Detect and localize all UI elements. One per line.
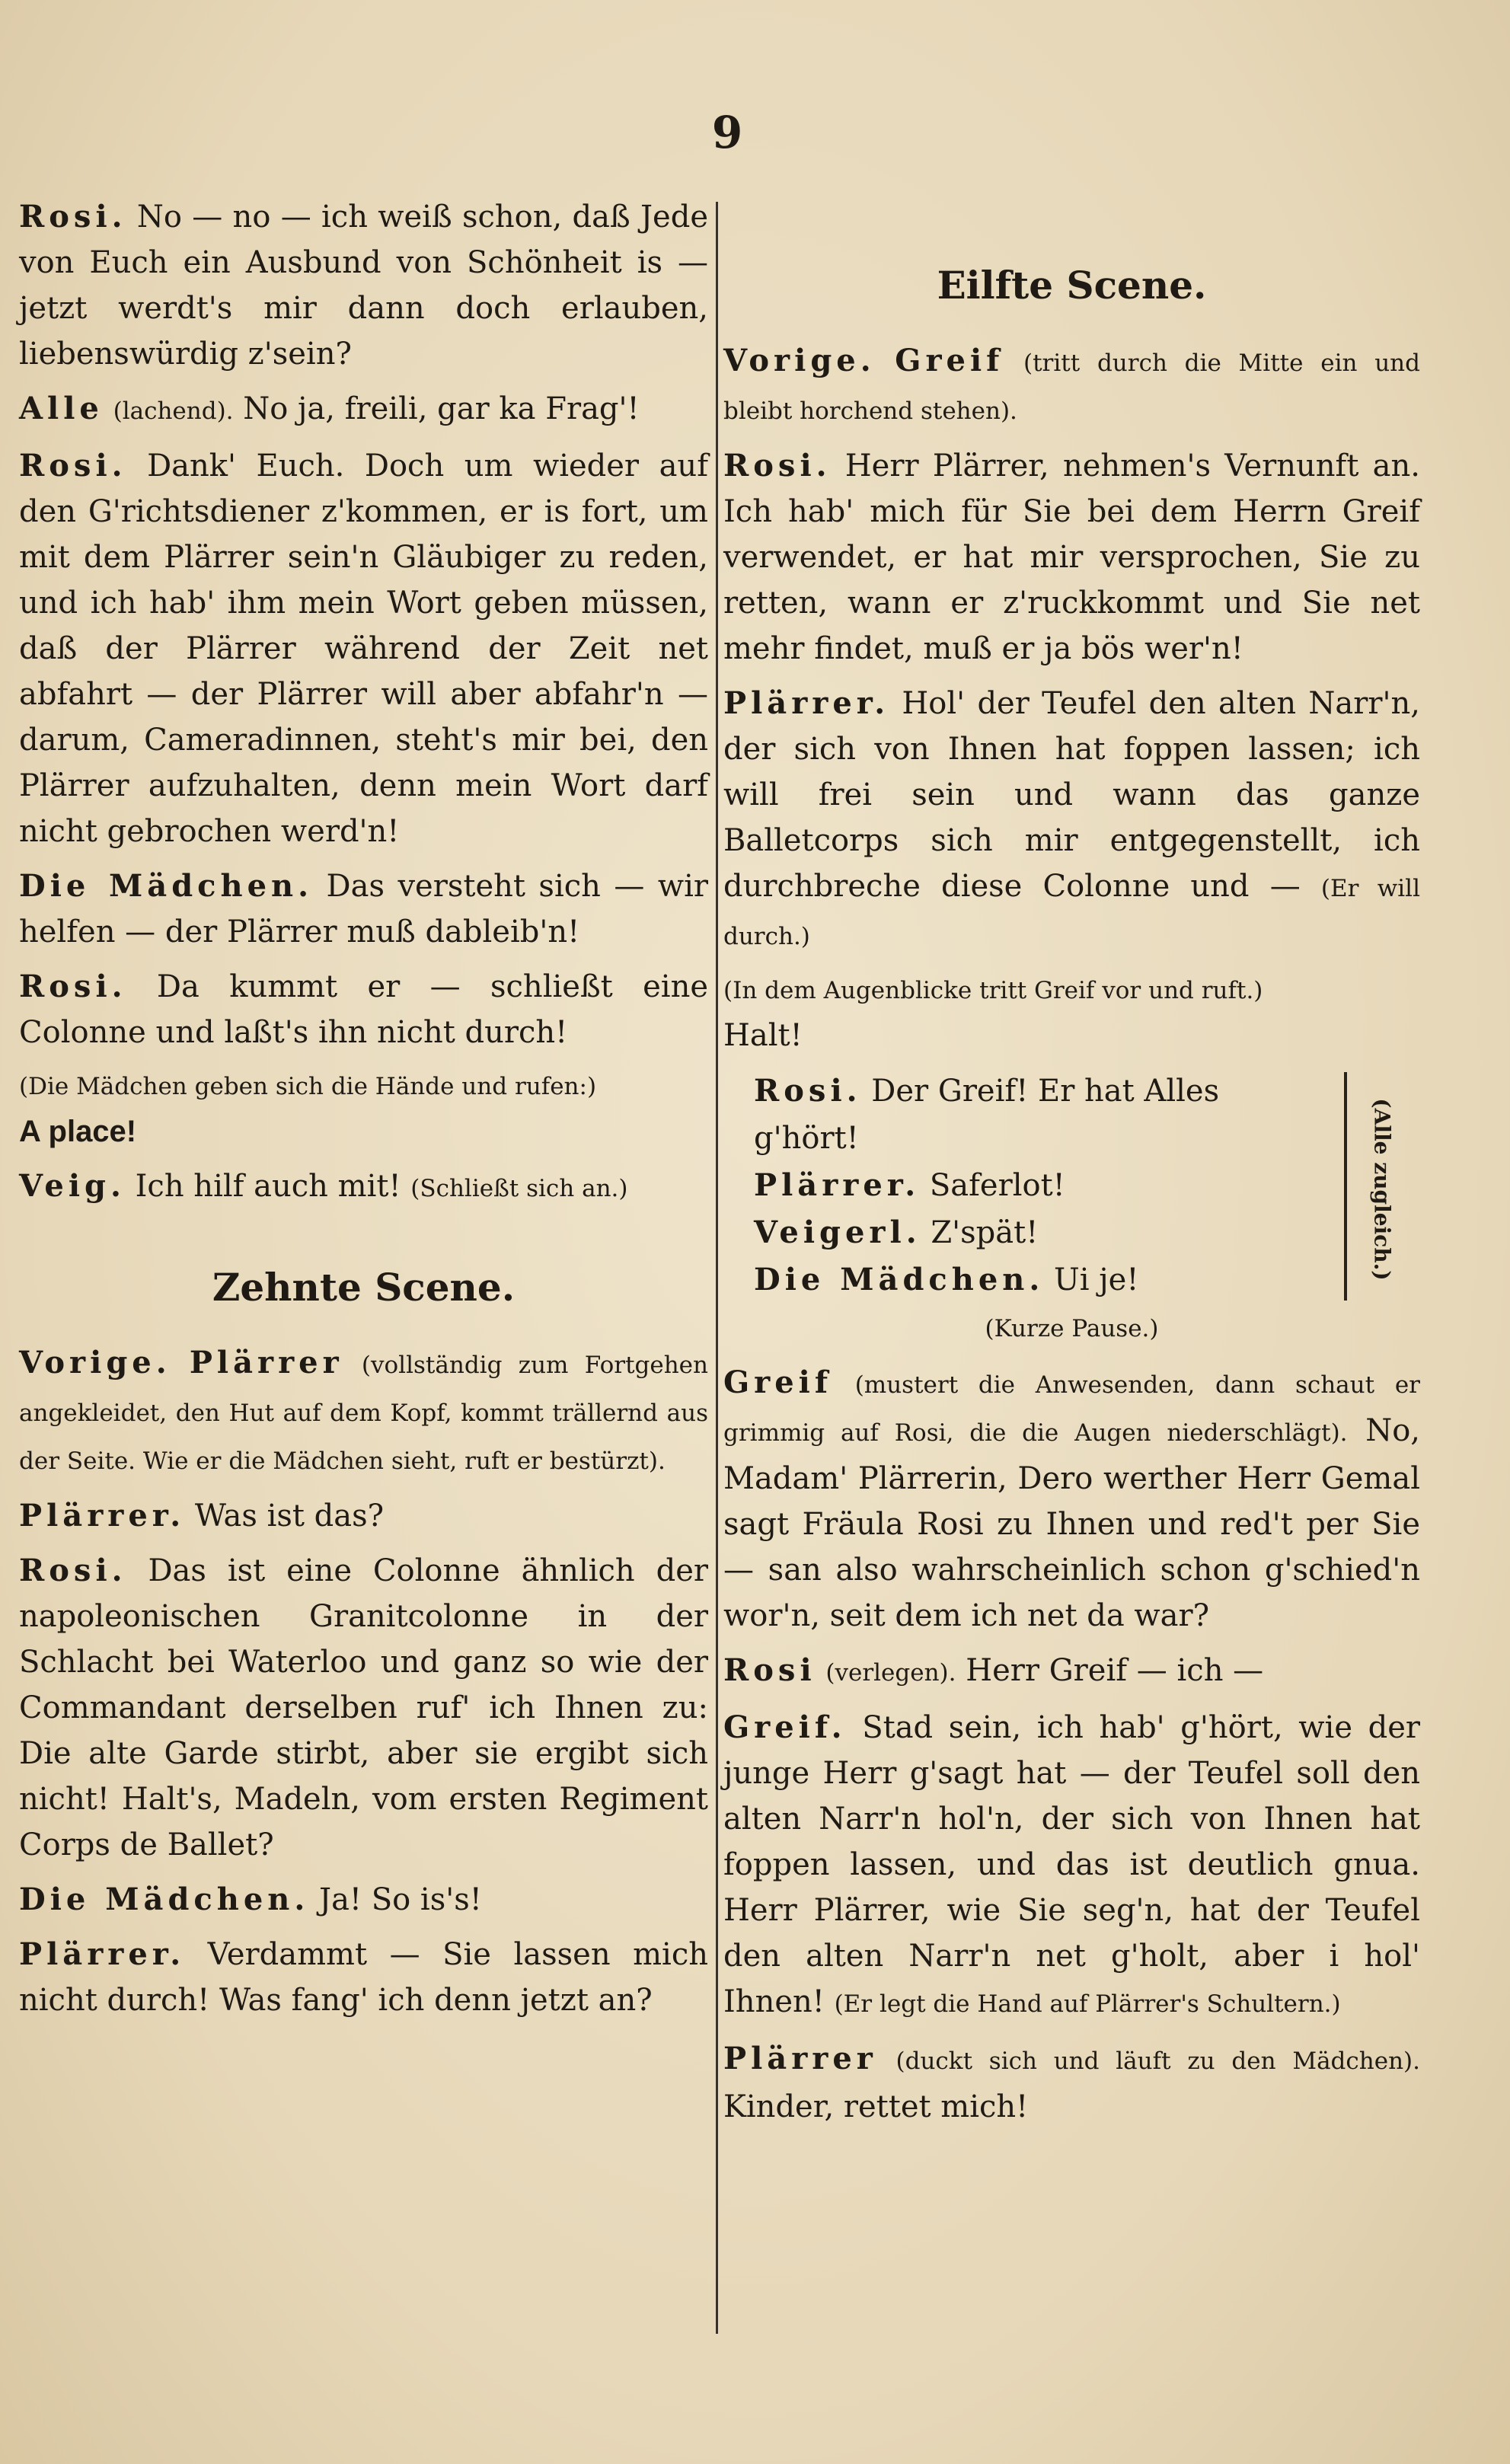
ensemble-brace xyxy=(1344,1072,1352,1301)
dialogue-greif xyxy=(723,1360,1420,1639)
stage-direction: (In dem Augenblicke tritt Greif vor und ruft.) xyxy=(723,977,1263,1004)
scene-intro xyxy=(723,338,1420,434)
dialogue-text: Ja! So is's! xyxy=(319,1882,482,1917)
speaker-name: Rosi. xyxy=(19,969,127,1004)
speaker-name: Rosi. xyxy=(19,1553,127,1588)
ensemble-line xyxy=(723,1256,1420,1304)
dialogue-text: Das ist eine Colonne ähnlich der napoleonischen Granitcolonne in der Schlacht bei Waterloo und ganz so wie der Commandant derselben ruf' ich Ihnen zu: Die alte Garde stirbt, aber sie ergibt sich nicht! Halt's, Madeln, vom ersten Regiment Corps de Ballet? xyxy=(19,1553,708,1862)
dialogue-text: Herr Greif — ich — xyxy=(966,1653,1264,1688)
ensemble-line xyxy=(723,1209,1420,1256)
stage-direction: (vollständig zum Fortgehen angekleidet, den Hut auf dem Kopf, kommt trällernd aus der Seite. Wie er die Mädchen sieht, ruft er bestürzt). xyxy=(19,1352,708,1475)
speaker-name: Die Mädchen. xyxy=(754,1262,1045,1297)
stage-direction: (mustert die Anwesenden, dann schaut er grimmig auf Rosi, die die Augen niederschlägt). xyxy=(723,1371,1420,1447)
left-column xyxy=(19,194,708,2032)
dialogue-text: Stad sein, ich hab' g'hört, wie der junge Herr g'sagt hat — der Teufel soll den alten Narr'n hol'n, der sich von Ihnen hat foppen lassen, und das ist deutlich gnua. Herr Plärrer, wie Sie seg'n, hat der Teufel den alten Narr'n net g'holt, aber i hol' Ihnen! xyxy=(723,1710,1421,2019)
speaker-name: Vorige. xyxy=(19,1345,171,1380)
speaker-name: Greif. xyxy=(723,1709,847,1745)
speaker-name: Rosi xyxy=(723,1652,816,1688)
page-number: 9 xyxy=(711,107,743,158)
scene-title: Eilfte Scene. xyxy=(937,263,1207,308)
dialogue-text: Das versteht sich — wir helfen — der Plärrer muß dableib'n! xyxy=(19,869,708,950)
scene-title: Zehnte Scene. xyxy=(212,1265,516,1310)
latin-call: A place! xyxy=(19,1115,137,1148)
dialogue-text: Z'spät! xyxy=(931,1215,1039,1250)
dialogue-plaerrer xyxy=(19,1932,708,2023)
scene-intro xyxy=(19,1340,708,1484)
dialogue-text: Ui je! xyxy=(1054,1262,1139,1297)
column-divider xyxy=(716,202,718,2334)
dialogue-text: Herr Plärrer, nehmen's Vernunft an. Ich hab' mich für Sie bei dem Herrn Greif verwendet, er hat mir versprochen, Sie zu retten, wann er z'ruckkommt und Sie net mehr findet, muß er ja bös wer'n! xyxy=(723,448,1420,666)
dialogue-plaerrer xyxy=(19,1493,708,1539)
dialogue-text: Ich hilf auch mit! xyxy=(135,1169,401,1204)
stage-direction: (tritt durch die Mitte ein und bleibt horchend stehen). xyxy=(723,349,1420,425)
speaker-name: Rosi. xyxy=(19,448,127,484)
speaker-name: Plärrer. xyxy=(19,1498,186,1534)
ensemble-label xyxy=(1359,1075,1405,1304)
speaker-name: Veig. xyxy=(19,1168,126,1204)
right-column xyxy=(723,194,1420,2139)
dialogue-maedchen xyxy=(19,863,708,955)
dialogue-text: Hol' der Teufel den alten Narr'n, der sich von Ihnen hat foppen lassen; ich will frei sein und wann das ganze Balletcorps sich mir entgegenstellt, ich durchbreche diese Colonne und — xyxy=(723,686,1420,904)
speaker-name: Plärrer. xyxy=(723,685,890,721)
dialogue-rosi xyxy=(19,964,708,1055)
speaker-name: Alle xyxy=(19,391,104,426)
stage-direction: (Die Mädchen geben sich die Hände und rufen:) xyxy=(19,1073,597,1100)
dialogue-plaerrer xyxy=(723,681,1420,959)
dialogue-rosi xyxy=(723,1648,1420,1696)
ensemble-label-text: (Alle zugleich.) xyxy=(1369,1098,1395,1281)
stage-direction: (Er legt die Hand auf Plärrer's Schultern.) xyxy=(834,1990,1341,2018)
ensemble-line xyxy=(723,1162,1420,1209)
dialogue-text: Dank' Euch. Doch um wieder auf den G'richtsdiener z'kommen, er is fort, um mit dem Plärrer sein'n Gläubiger zu reden, und ich hab' ihm mein Wort geben müssen, daß der Plärrer während der Zeit net abfahrt — der Plärrer will aber abfahr'n — darum, Cameradinnen, steht's mir bei, den Plärrer aufzuhalten, denn mein Wort darf nicht gebrochen werd'n! xyxy=(19,448,708,849)
dialogue-text: Der Greif! Er hat Alles g'hört! xyxy=(754,1074,1220,1156)
speaker-name: Rosi. xyxy=(19,199,127,235)
dialogue-greif xyxy=(723,1705,1420,2027)
speaker-name: Die Mädchen. xyxy=(19,868,314,904)
speaker-name: Veigerl. xyxy=(754,1214,921,1250)
dialogue-text: Was ist das? xyxy=(194,1499,385,1534)
dialogue-text: Saferlot! xyxy=(929,1168,1065,1203)
dialogue-veig xyxy=(19,1163,708,1211)
stage-direction: (lachend). xyxy=(113,397,234,425)
dialogue-text: No ja, freili, gar ka Frag'! xyxy=(243,391,640,426)
dialogue-text: Kinder, rettet mich! xyxy=(723,2089,1029,2124)
stage-direction: (Er will durch.) xyxy=(723,875,1420,950)
speaker-name: Vorige. xyxy=(723,343,876,378)
stage-direction: (duckt sich und läuft zu den Mädchen). xyxy=(895,2047,1420,2075)
stage-direction: (Schließt sich an.) xyxy=(410,1175,628,1202)
speaker-name: Greif xyxy=(895,343,1004,378)
dialogue-text: Verdammt — Sie lassen mich nicht durch! Was fang' ich denn jetzt an? xyxy=(19,1937,709,2018)
dialogue-rosi xyxy=(19,443,708,854)
dialogue-maedchen xyxy=(19,1877,708,1923)
dialogue-rosi xyxy=(723,443,1420,672)
speaker-name: Plärrer xyxy=(189,1345,343,1380)
speaker-name: Plärrer xyxy=(723,2041,877,2076)
halt-call: Halt! xyxy=(723,1018,803,1053)
stage-direction: (verlegen). xyxy=(825,1659,956,1687)
speaker-name: Plärrer. xyxy=(754,1167,921,1203)
speaker-name: Greif xyxy=(723,1364,833,1400)
dialogue-rosi xyxy=(19,194,708,377)
speaker-name: Plärrer. xyxy=(19,1936,186,1972)
speaker-name: Rosi. xyxy=(723,448,832,484)
dialogue-text: No, Madam' Plärrerin, Dero werther Herr Gemal sagt Fräula Rosi zu Ihnen und red't per Sie — san also wahrscheinlich schon g'schied'n wor'n, seit dem ich net da war? xyxy=(723,1413,1420,1633)
ensemble-line xyxy=(723,1068,1420,1162)
dialogue-plaerrer xyxy=(723,2036,1420,2130)
dialogue-text: No — no — ich weiß schon, daß Jede von Euch ein Ausbund von Schönheit is — jetzt werdt's mir dann doch erlauben, liebenswürdig z'sein? xyxy=(19,199,708,372)
speaker-name: Rosi. xyxy=(754,1073,862,1109)
dialogue-alle xyxy=(19,386,708,434)
stage-direction: (Kurze Pause.) xyxy=(985,1315,1159,1342)
dialogue-text: Da kummt er — schließt eine Colonne und laßt's ihn nicht durch! xyxy=(19,969,708,1050)
ensemble-block xyxy=(723,1068,1420,1304)
speaker-name: Die Mädchen. xyxy=(19,1882,310,1917)
dialogue-rosi xyxy=(19,1548,708,1868)
